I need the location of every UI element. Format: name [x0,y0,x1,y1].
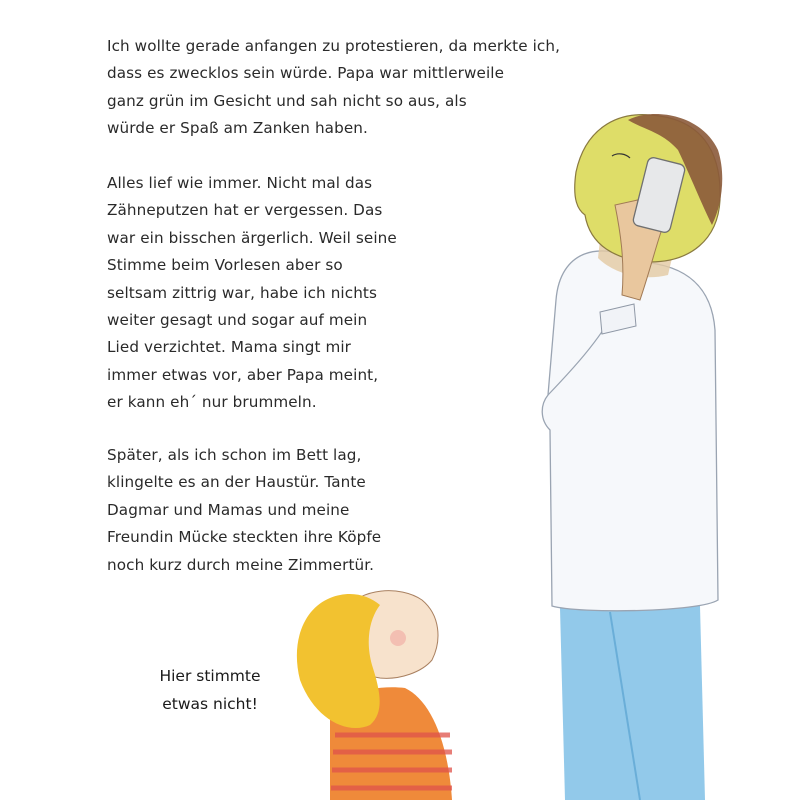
text-line: Stimme beim Vorlesen aber so [107,256,343,275]
speech-line: Hier stimmte [159,667,261,685]
text-line: Freundin Mücke steckten ihre Köpfe [107,528,382,547]
text-line: er kann eh´ nur brummeln. [107,393,317,412]
speech-text [150,662,270,718]
text-line: Dagmar und Mamas und meine [107,500,350,519]
text-line: Alles lief wie immer. Nicht mal das [107,174,373,192]
text-line: Zähneputzen hat er vergessen. Das [107,201,383,220]
text-line: klingelte es an der Haustür. Tante [107,473,366,492]
paragraph-1 [107,33,560,143]
paragraph-3 [107,442,382,579]
text-line: weiter gesagt und sogar auf mein [107,310,368,329]
text-line: immer etwas vor, aber Papa meint, [107,365,379,384]
text-line: war ein bisschen ärgerlich. Weil seine [107,228,397,247]
text-line: seltsam zittrig war, habe ich nichts [107,283,377,302]
text-line: dass es zwecklos sein würde. Papa war mittlerweile [107,64,505,83]
text-line: Lied verzichtet. Mama singt mir [107,338,352,357]
text-line: ganz grün im Gesicht und sah nicht so aus, als [107,91,467,110]
text-line: Ich wollte gerade anfangen zu protestieren, da merkte ich, [107,37,560,55]
text-line: würde er Spaß am Zanken haben. [107,119,368,138]
speech-line: etwas nicht! [162,695,258,713]
father-trousers [560,606,705,800]
text-line: Später, als ich schon im Bett lag, [107,446,362,464]
child-hair [297,594,380,728]
paragraph-2 [107,170,412,417]
text-line: noch kurz durch meine Zimmertür. [107,555,375,574]
